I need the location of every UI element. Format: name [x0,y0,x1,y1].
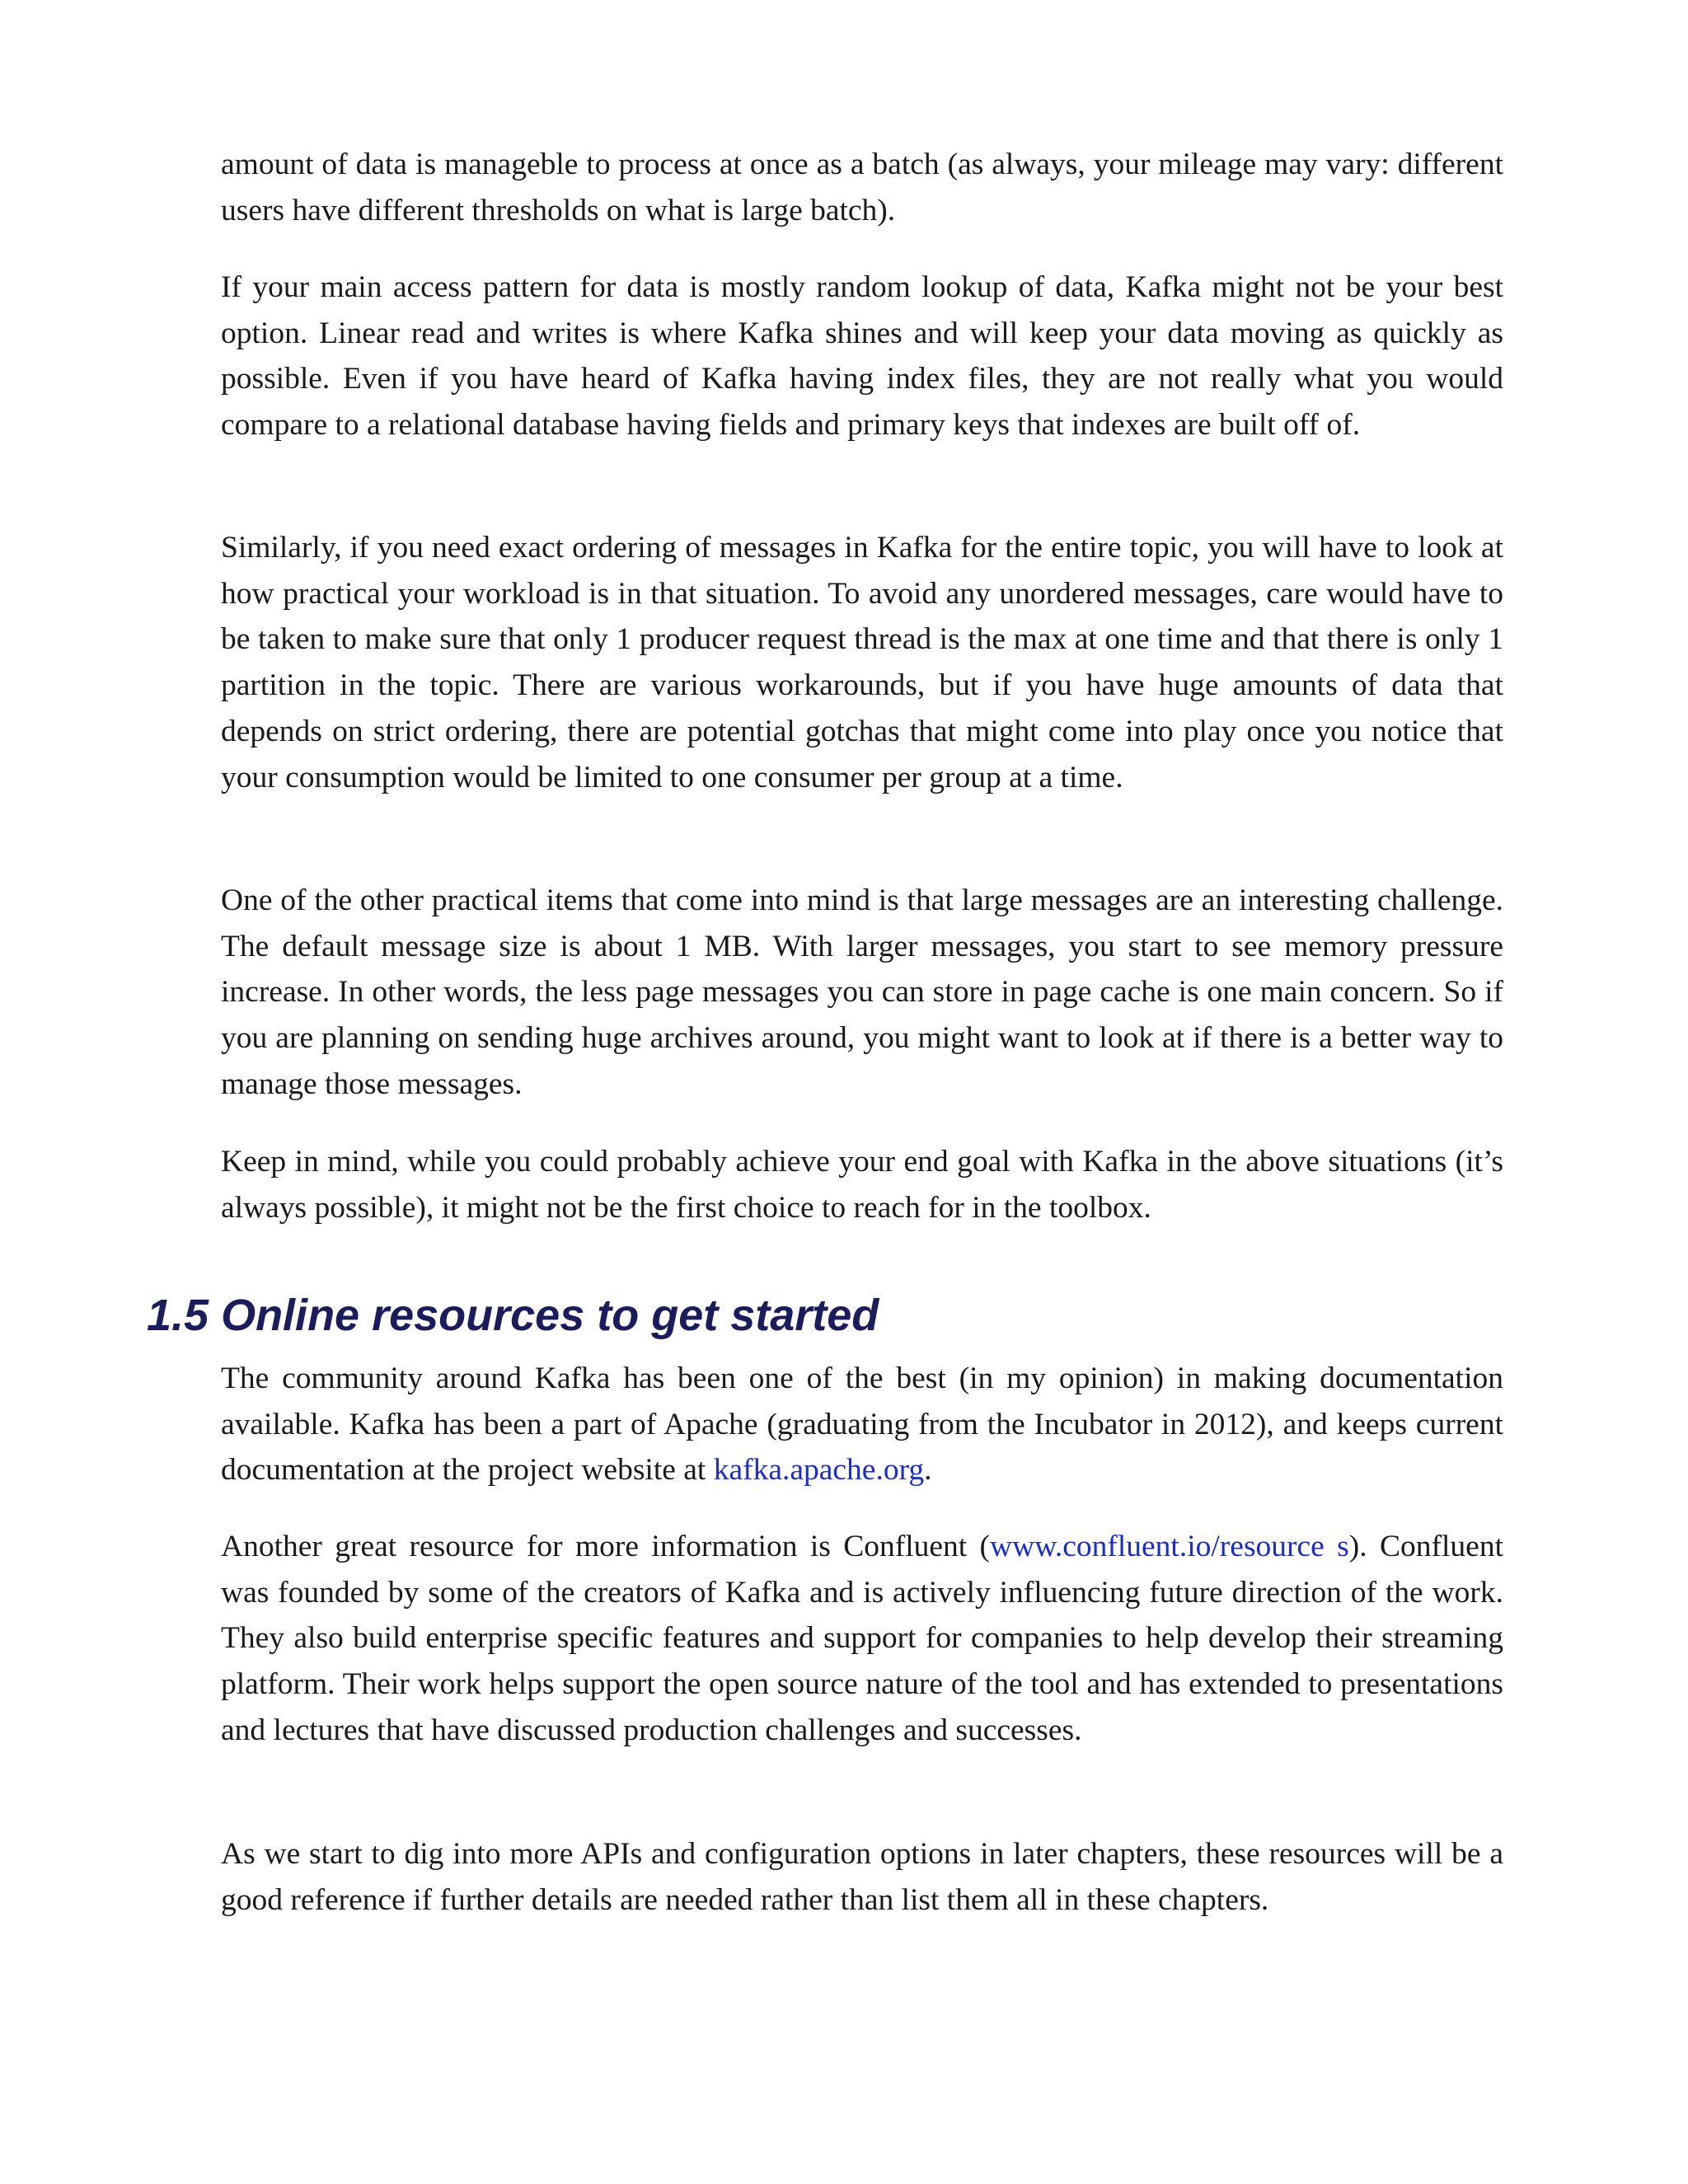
confluent-resources-link[interactable]: www.confluent.io/resource s [990,1530,1349,1563]
paragraph-exact-ordering: Similarly, if you need exact ordering of messages in Kafka for the entire topic, you will have to look at how practical your workload is in that situation. To avoid any unordered messages, care would have to be taken to make sure that only 1 producer request thread is the max at one time and that there is only 1 partition in the topic. There are various workarounds, but if you have huge amounts of data that depends on strict ordering, there are potential gotchas that might come into play once you notice that your consumption would be limited to one consumer per group at a time. [221,531,1503,794]
paragraph-confluent-start: Another great resource for more information is Confluent ( [221,1530,991,1563]
paragraph-community [221,1356,1503,1493]
paragraph-community-end: . [924,1453,932,1488]
paragraph-confluent-rest: ). Confluent was founded by some of the creators of Kafka and is actively influencing future direction of the work. They also build enterprise specific features and support for companies to help develop their streaming platform. Their work helps support the open source nature of the tool and has extended to presentations and lectures that have discussed production challenges and successes. [221,1530,1503,1747]
paragraph-further-reference: As we start to dig into more APIs and configuration options in later chapters, these resources will be a good reference if further details are needed rather than list them all in these chapters. [221,1837,1503,1917]
paragraph-batch-size: amount of data is manageble to process at once as a batch (as always, your mileage may vary: different users have different thresholds on what is large batch). [221,148,1503,227]
paragraph-keep-in-mind: Keep in mind, while you could probably achieve your end goal with Kafka in the above situations (it’s always possible), it might not be the first choice to reach for in the toolbox. [221,1145,1503,1225]
paragraph-community-text: The community around Kafka has been one of the best (in my opinion) in making documentation available. Kafka has been a part of Apache (graduating from the Incubator in 2012), and keeps current documentation at the project website at [221,1361,1503,1488]
paragraph-confluent [221,1524,1503,1754]
kafka-website-link[interactable]: kafka.apache.org [713,1453,925,1488]
section-heading: 1.5 Online resources to get started [147,1291,879,1340]
paragraph-random-lookup: If your main access pattern for data is mostly random lookup of data, Kafka might not be your best option. Linear read and writes is where Kafka shines and will keep your data moving as quickly as possible. Even if you have heard of Kafka having index files, they are not really what you would compare to a relational database having fields and primary keys that indexes are built off of. [221,270,1503,443]
paragraph-large-messages: One of the other practical items that come into mind is that large messages are an interesting challenge. The default message size is about 1 MB. With larger messages, you start to see memory pressure increase. In other words, the less page messages you can store in page cache is one main concern. So if you are planning on sending huge archives around, you might want to look at if there is a better way to manage those messages. [221,883,1503,1101]
